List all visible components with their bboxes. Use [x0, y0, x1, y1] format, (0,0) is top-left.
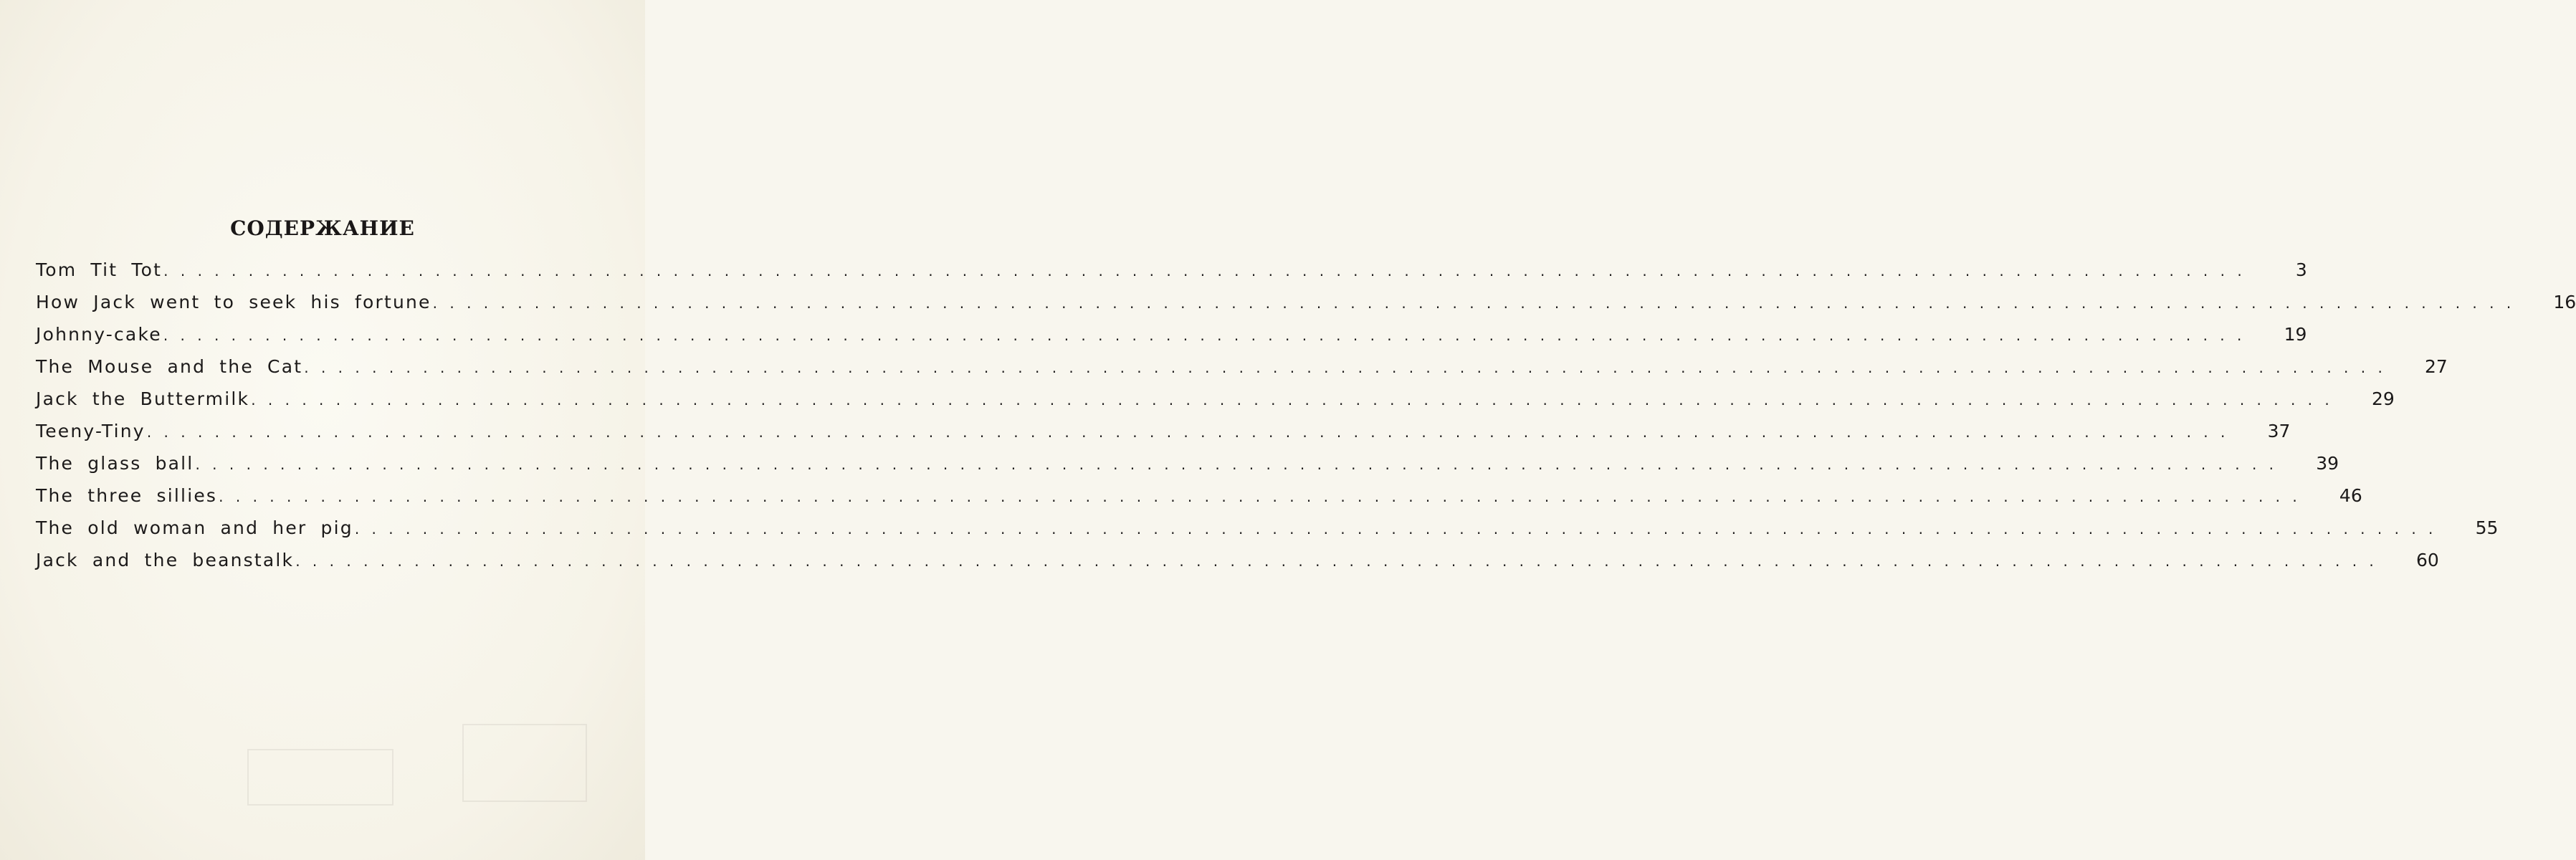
toc-page-number: 37 [2267, 421, 2291, 441]
dot-leader: . . . . . . . . . . . . . . . . . . . . . . . . . . . . . . . . . . . . . . . . . . . . . . . . . . . . . . . . . . . . . . . . . . . . . . . . . . . . . . . . . . . . . . . . . . . . . . . . . . . . . . . . . . . . . . . . . . . . . . . . . . . [354, 520, 2434, 538]
dot-leader: . . . . . . . . . . . . . . . . . . . . . . . . . . . . . . . . . . . . . . . . . . . . . . . . . . . . . . . . . . . . . . . . . . . . . . . . . . . . . . . . . . . . . . . . . . . . . . . . . . . . . . . . . . . . . . . . . . . . . . . . . . . [195, 456, 2275, 473]
toc-row[interactable] [36, 324, 2307, 356]
toc-page-number: 27 [2425, 356, 2448, 377]
toc-entry-title: Tom Tit Tot [36, 259, 163, 280]
dot-leader: . . . . . . . . . . . . . . . . . . . . . . . . . . . . . . . . . . . . . . . . . . . . . . . . . . . . . . . . . . . . . . . . . . . . . . . . . . . . . . . . . . . . . . . . . . . . . . . . . . . . . . . . . . . . . . . . . . . . . . . . . . . [219, 488, 2298, 505]
toc-entry-title: Jack the Buttermilk [36, 388, 250, 409]
dot-leader: . . . . . . . . . . . . . . . . . . . . . . . . . . . . . . . . . . . . . . . . . . . . . . . . . . . . . . . . . . . . . . . . . . . . . . . . . . . . . . . . . . . . . . . . . . . . . . . . . . . . . . . . . . . . . . . . . . . . . . . . . . . [295, 553, 2375, 570]
toc-row[interactable] [36, 292, 2576, 324]
show-through-barcode-small [247, 749, 393, 806]
toc-page-number: 39 [2316, 453, 2339, 474]
toc-entry-title: Teeny-Tiny [36, 421, 146, 441]
toc-entry-title: Johnny-cake [36, 324, 162, 345]
dot-leader: . . . . . . . . . . . . . . . . . . . . . . . . . . . . . . . . . . . . . . . . . . . . . . . . . . . . . . . . . . . . . . . . . . . . . . . . . . . . . . . . . . . . . . . . . . . . . . . . . . . . . . . . . . . . . . . . . . . . . . . . . . . [163, 262, 2243, 280]
show-through-barcode [462, 724, 587, 802]
toc-entry-title: How Jack went to seek his fortune [36, 292, 431, 312]
toc-page-number: 16 [2553, 292, 2576, 312]
page-title: СОДЕРЖАНИЕ [230, 216, 415, 240]
toc-row[interactable] [36, 550, 2439, 582]
toc-entry-title: The old woman and her pig [36, 517, 353, 538]
toc-row[interactable] [36, 356, 2448, 388]
dot-leader: . . . . . . . . . . . . . . . . . . . . . . . . . . . . . . . . . . . . . . . . . . . . . . . . . . . . . . . . . . . . . . . . . . . . . . . . . . . . . . . . . . . . . . . . . . . . . . . . . . . . . . . . . . . . . . . . . . . . . . . . . . . [146, 424, 2226, 441]
dot-leader: . . . . . . . . . . . . . . . . . . . . . . . . . . . . . . . . . . . . . . . . . . . . . . . . . . . . . . . . . . . . . . . . . . . . . . . . . . . . . . . . . . . . . . . . . . . . . . . . . . . . . . . . . . . . . . . . . . . . . . . . . . . [432, 295, 2512, 312]
toc-row[interactable] [36, 485, 2362, 517]
toc-entry-title: The three sillies [36, 485, 218, 506]
toc-entry-title: Jack and the beanstalk [36, 550, 295, 570]
toc-row[interactable] [36, 421, 2291, 453]
toc-page-number: 29 [2371, 388, 2395, 409]
toc-entry-title: The Mouse and the Cat [36, 356, 303, 377]
dot-leader: . . . . . . . . . . . . . . . . . . . . . . . . . . . . . . . . . . . . . . . . . . . . . . . . . . . . . . . . . . . . . . . . . . . . . . . . . . . . . . . . . . . . . . . . . . . . . . . . . . . . . . . . . . . . . . . . . . . . . . . . . . . [304, 359, 2383, 376]
toc-row[interactable] [36, 388, 2395, 421]
toc-page-number: 60 [2415, 550, 2439, 570]
toc-page-number: 46 [2339, 485, 2362, 506]
dot-leader: . . . . . . . . . . . . . . . . . . . . . . . . . . . . . . . . . . . . . . . . . . . . . . . . . . . . . . . . . . . . . . . . . . . . . . . . . . . . . . . . . . . . . . . . . . . . . . . . . . . . . . . . . . . . . . . . . . . . . . . . . . . [163, 327, 2243, 344]
table-of-contents [36, 259, 2576, 582]
dot-leader: . . . . . . . . . . . . . . . . . . . . . . . . . . . . . . . . . . . . . . . . . . . . . . . . . . . . . . . . . . . . . . . . . . . . . . . . . . . . . . . . . . . . . . . . . . . . . . . . . . . . . . . . . . . . . . . . . . . . . . . . . . . [251, 391, 2330, 408]
toc-page-number: 55 [2475, 517, 2499, 538]
toc-page-number: 19 [2284, 324, 2307, 345]
toc-page-number: 3 [2295, 259, 2307, 280]
toc-row[interactable] [36, 517, 2499, 550]
toc-entry-title: The glass ball [36, 453, 194, 474]
toc-row[interactable] [36, 453, 2339, 485]
toc-row[interactable] [36, 259, 2307, 292]
